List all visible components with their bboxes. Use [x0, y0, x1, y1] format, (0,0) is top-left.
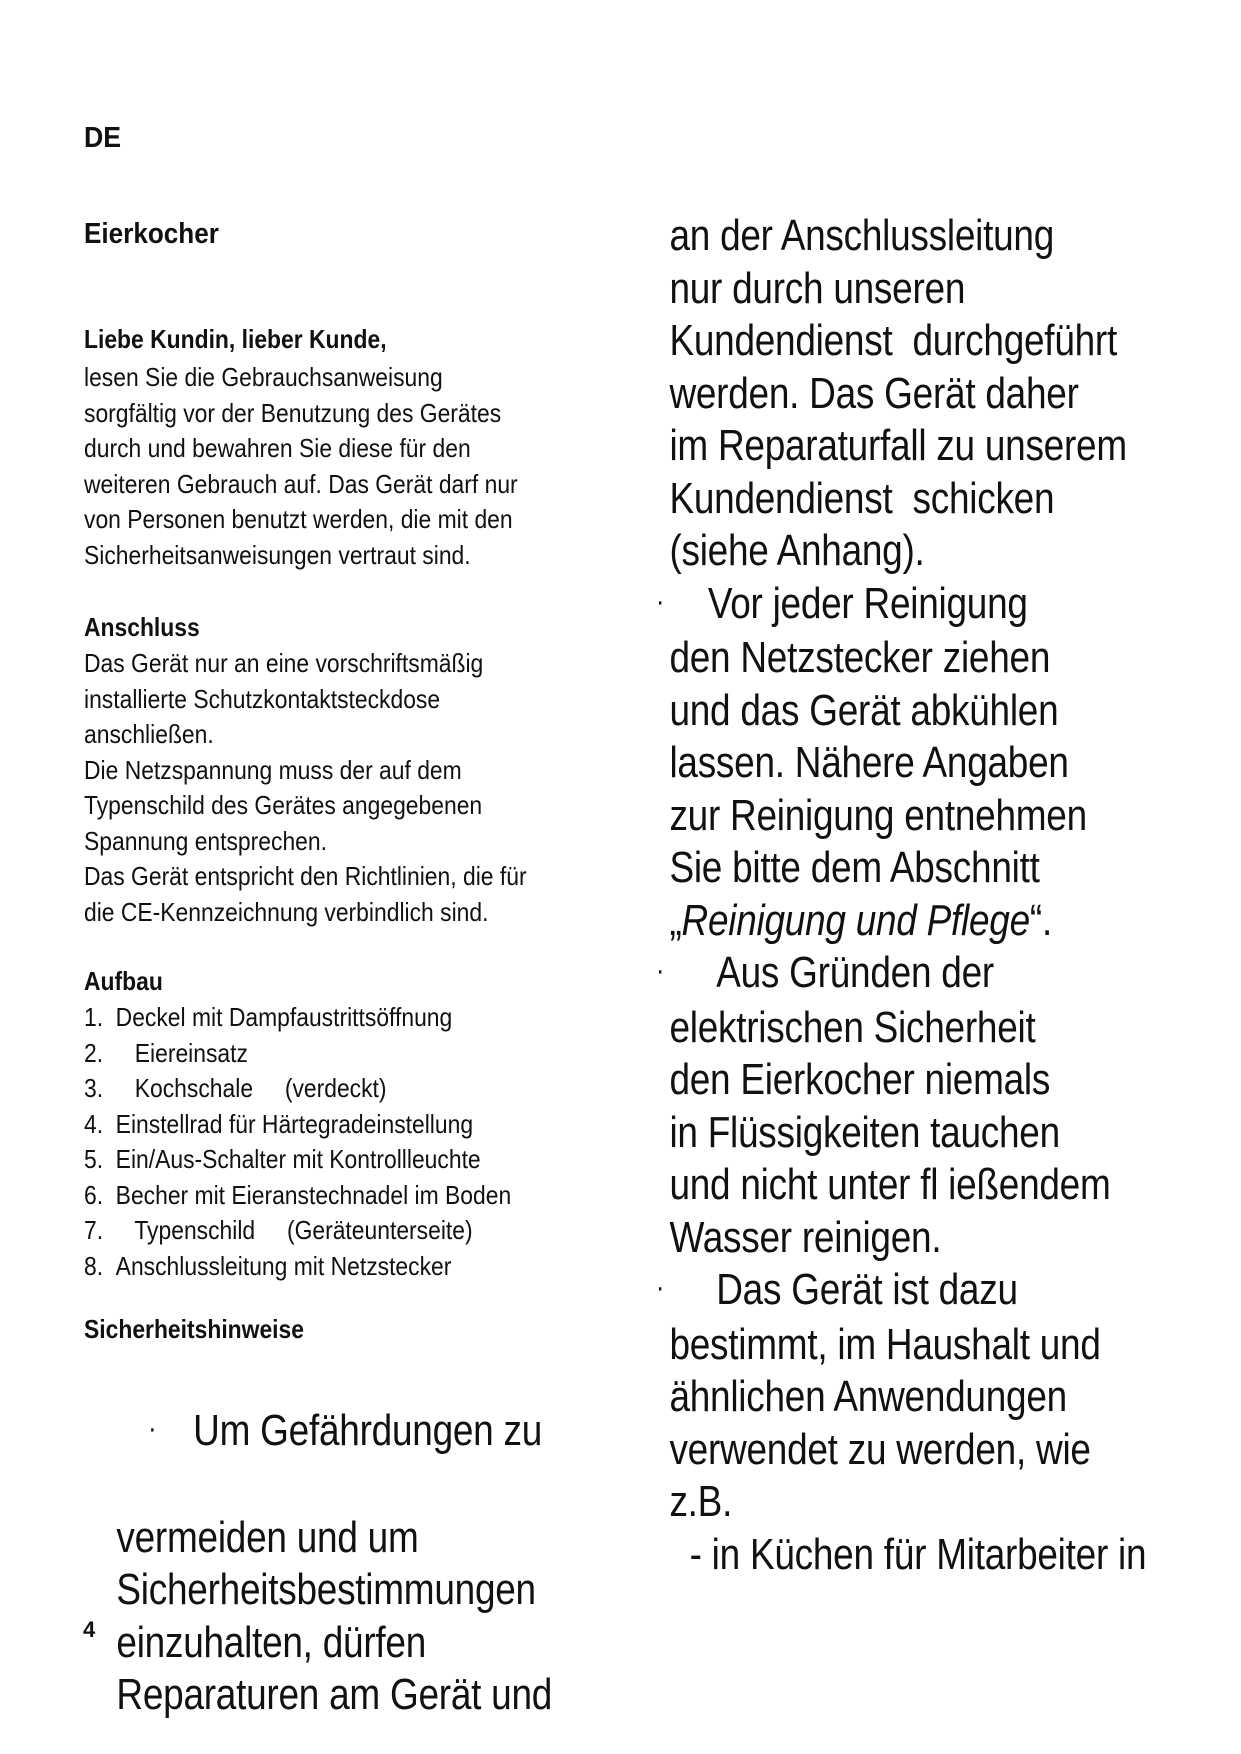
sicherheit-left-text — [108, 1352, 552, 1722]
text-line: elektrischen Sicherheit — [669, 1002, 1036, 1052]
intro-text — [84, 360, 518, 573]
list-item-text: Einstellrad für Härtegradeinstellung — [115, 1108, 474, 1139]
bullet-text: Das Gerät ist dazu — [716, 1265, 1018, 1315]
anschluss-line: Typenschild des Gerätes angegebenen — [84, 790, 483, 820]
text-line: den Netzstecker ziehen — [669, 633, 1051, 683]
text-line — [656, 895, 1146, 948]
quote-close: “. — [1029, 895, 1052, 945]
list-item — [84, 1249, 511, 1285]
text-line: Sicherheitsbestimmungen — [116, 1565, 536, 1615]
list-item-number: 7. — [84, 1215, 104, 1245]
intro-line: lesen Sie die Gebrauchsanweisung — [84, 362, 443, 392]
anschluss-line: Das Gerät entspricht den Richtlinien, die für — [84, 861, 527, 891]
list-item — [84, 1036, 511, 1072]
text-line: nur durch unseren — [669, 263, 966, 313]
list-item-number: 8. — [84, 1250, 104, 1281]
text-line: und nicht unter fl ießendem — [669, 1160, 1111, 1210]
bullet-icon: · — [656, 1271, 665, 1305]
intro-line: durch und bewahren Sie diese für den — [84, 433, 471, 463]
anschluss-line: installierte Schutzkontaktsteckdose — [84, 683, 441, 714]
text-line: Kundendienst schicken — [669, 473, 1055, 523]
sicherheit-heading: Sicherheitshinweise — [84, 1314, 304, 1344]
list-item-number: 5. — [84, 1144, 104, 1174]
bullet-text: Um Gefährdungen zu — [193, 1405, 543, 1455]
list-item — [84, 1178, 511, 1214]
text-line: verwendet zu werden, wie — [669, 1424, 1091, 1474]
bullet-text: Aus Gründen der — [716, 948, 994, 998]
anschluss-line: die CE-Kennzeichnung verbindlich sind. — [84, 896, 489, 927]
quote-open: „ — [669, 895, 682, 945]
text-line: und das Gerät abkühlen — [669, 685, 1059, 735]
language-code: DE — [84, 122, 122, 154]
text-line: im Reparaturfall zu unserem — [669, 421, 1127, 470]
text-line: an der Anschlussleitung — [669, 211, 1055, 260]
page-number: 4 — [83, 1617, 96, 1642]
list-item-number: 4. — [84, 1108, 104, 1139]
intro-heading: Liebe Kundin, lieber Kunde, — [84, 324, 387, 354]
text-line: in Flüssigkeiten tauchen — [669, 1107, 1060, 1157]
text-line: Sie bitte dem Abschnitt — [669, 843, 1040, 893]
intro-line: von Personen benutzt werden, die mit den — [84, 504, 513, 534]
list-item — [84, 1000, 511, 1036]
intro-line: weiteren Gebrauch auf. Das Gerät darf nur — [84, 468, 518, 499]
list-item-text: Deckel mit Dampfaustrittsöffnung — [115, 1002, 453, 1032]
bullet-icon: · — [656, 584, 665, 618]
text-line: Wasser reinigen. — [669, 1212, 942, 1262]
anschluss-line: Das Gerät nur an eine vorschriftsmäßig — [84, 648, 484, 678]
list-item-text: Becher mit Eieranstechnadel im Boden — [115, 1179, 512, 1210]
section-reference: Reinigung und Pflege — [681, 895, 1030, 945]
list-item-text: Eiereinsatz — [115, 1037, 248, 1068]
bullet-icon: · — [148, 1411, 157, 1445]
text-line: bestimmt, im Haushalt und — [669, 1319, 1101, 1369]
aufbau-list — [84, 1000, 511, 1284]
text-line: vermeiden und um — [116, 1512, 419, 1562]
text-line: Reparaturen am Gerät und — [116, 1670, 553, 1720]
list-item-number: 2. — [84, 1037, 104, 1068]
intro-line: Sicherheitsanweisungen vertraut sind. — [84, 539, 471, 570]
text-line: zur Reinigung entnehmen — [669, 790, 1087, 840]
anschluss-line: anschließen. — [84, 719, 214, 749]
anschluss-line: Spannung entsprechen. — [84, 825, 327, 856]
list-item-number: 3. — [84, 1073, 104, 1103]
text-line: - in Küchen für Mitarbeiter in — [689, 1529, 1147, 1579]
list-item-number: 6. — [84, 1179, 104, 1210]
list-item-number: 1. — [84, 1002, 104, 1032]
sicherheit-right-text — [656, 210, 1146, 1581]
anschluss-heading: Anschluss — [84, 612, 200, 642]
list-item-text: Kochschale (verdeckt) — [115, 1073, 387, 1103]
anschluss-line: Die Netzspannung muss der auf dem — [84, 754, 462, 785]
text-line: ähnlichen Anwendungen — [669, 1372, 1067, 1422]
page-title: Eierkocher — [84, 218, 219, 250]
text-line: (siehe Anhang). — [669, 526, 925, 575]
list-item — [84, 1213, 511, 1249]
list-item — [84, 1107, 511, 1143]
list-item-text: Anschlussleitung mit Netzstecker — [115, 1250, 452, 1281]
list-item-text: Typenschild (Geräteunterseite) — [115, 1215, 473, 1245]
text-line: Kundendienst durchgeführt — [669, 316, 1118, 365]
list-item — [84, 1071, 511, 1107]
bullet-text: Vor jeder Reinigung — [707, 578, 1028, 628]
text-line: den Eierkocher niemals — [669, 1055, 1051, 1105]
text-line: lassen. Nähere Angaben — [669, 738, 1069, 788]
text-line: z.B. — [669, 1477, 733, 1527]
anschluss-text — [84, 646, 527, 930]
aufbau-heading: Aufbau — [84, 966, 163, 996]
intro-line: sorgfältig vor der Benutzung des Gerätes — [84, 397, 502, 428]
bullet-icon: · — [656, 954, 665, 988]
text-line: einzuhalten, dürfen — [116, 1617, 427, 1667]
list-item — [84, 1142, 511, 1178]
list-item-text: Ein/Aus-Schalter mit Kontrollleuchte — [115, 1144, 481, 1174]
text-line: werden. Das Gerät daher — [669, 368, 1079, 418]
